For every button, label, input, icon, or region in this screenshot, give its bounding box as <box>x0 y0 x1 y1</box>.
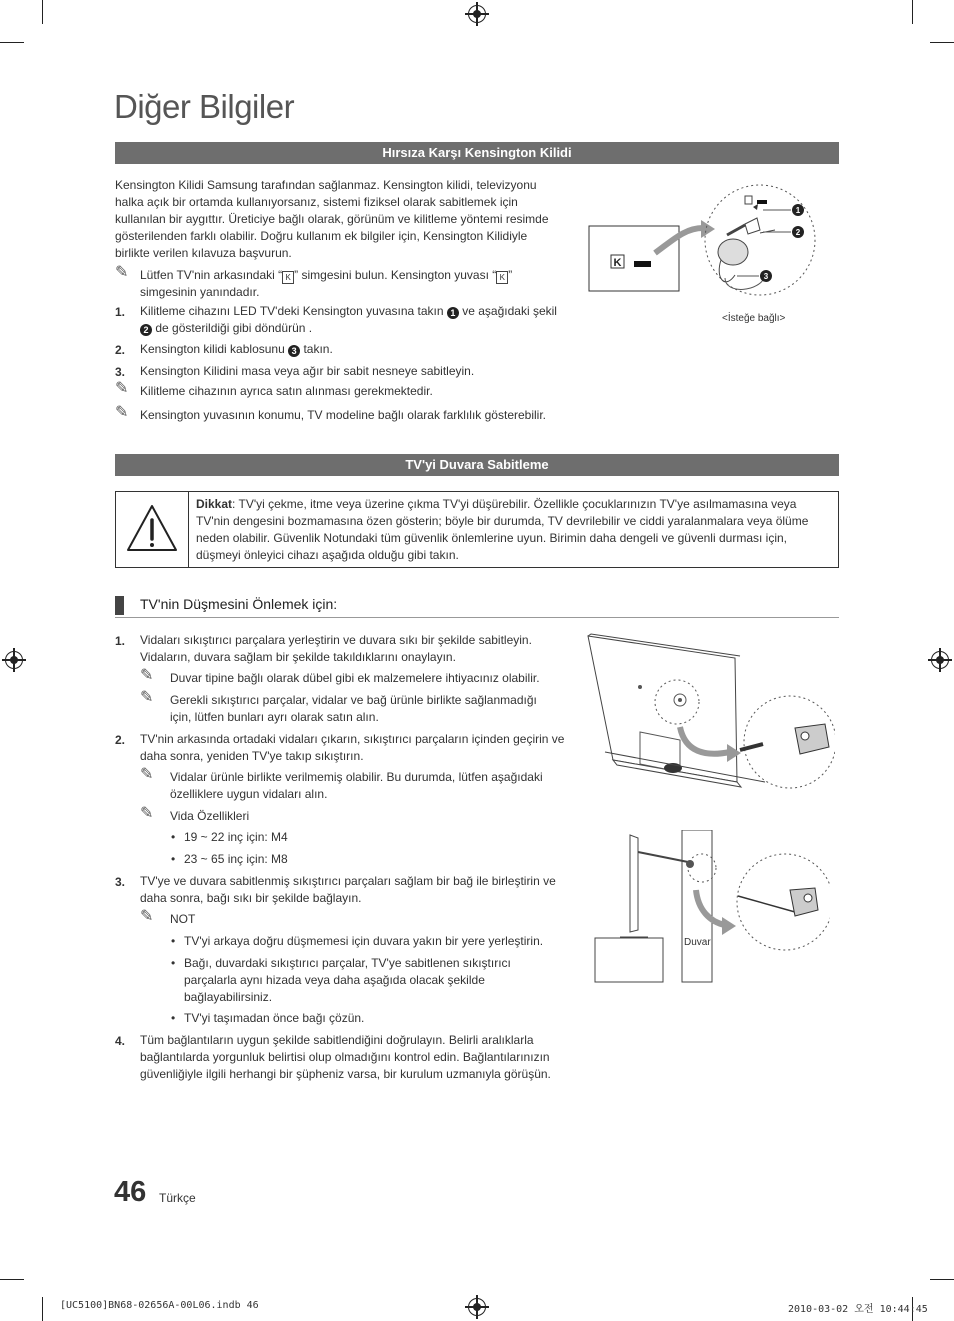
note-icon: ✎ <box>115 264 129 281</box>
note-line: Gerekli sıkıştırıcı parçalar, vidalar ve bağ ürünle birlikte sağlanmadığı <box>170 693 537 707</box>
page-title: Diğer Bilgiler <box>114 88 295 125</box>
crop-mark <box>912 0 913 24</box>
wall-step-1 <box>140 632 570 666</box>
note-purchase: Kilitleme cihazının ayrıca satın alınması gerekmektedir. <box>140 384 433 398</box>
caution-label: Dikkat <box>196 497 233 511</box>
bullet-icon: • <box>171 830 176 844</box>
warning-triangle-icon <box>116 492 188 567</box>
intro-line: gösterilenden farklı olabilir. Doğru kullanım ek bilgiler için, Kensington Kilidiyle <box>115 229 528 243</box>
note-text: simgesinin yanındadır. <box>140 285 260 299</box>
marker-3-icon: 3 <box>288 345 300 357</box>
note-icon: ✎ <box>140 908 154 925</box>
intro-line: Kensington Kilidi Samsung tarafından sağlanmaz. Kensington kilidi, televizyonu <box>115 178 537 192</box>
marker-1-icon: 1 <box>447 307 459 319</box>
step-line: Vidaların, duvara sağlam bir şekilde takıldıklarını onaylayın. <box>140 650 456 664</box>
section-heading-wall-mount: TV'yi Duvara Sabitleme <box>115 454 839 476</box>
step-number: 1. <box>115 634 126 648</box>
note-screw-spec: Vida Özellikleri <box>170 809 250 823</box>
note-slot-location: Kensington yuvasının konumu, TV modeline bağlı olarak farklılık gösterebilir. <box>140 408 546 422</box>
tip-item: TV'yi arkaya doğru düşmemesi için duvara yakın bir yere yerleştirin. <box>184 934 544 948</box>
tip-line: parçalarla aynı hizada veya daha aşağıda olacak şekilde <box>184 973 485 987</box>
crop-mark <box>930 42 954 43</box>
print-file-info: [UC5100]BN68-02656A-00L06.indb 46 <box>60 1300 259 1311</box>
caution-line: TV'nin dengesini bozmamasına özen gösterin; böyle bir durumda, TV devrilebilir ve ciddi yaralanmalara veya ölüme <box>196 514 809 528</box>
bullet-icon: • <box>171 934 176 948</box>
crop-mark <box>0 1279 24 1280</box>
marker-3-label: 3 <box>763 272 769 281</box>
step-line: güvenliğiyle ilgili herhangi bir şüpheniz varsa, bir kurulum uzmanıyla görüşün. <box>140 1067 551 1081</box>
crop-mark <box>42 0 43 24</box>
step-line: daha sonra, bağı sıkı bir şekilde bağlayın. <box>140 891 362 905</box>
intro-line: birlikte verilen kılavuza başvurun. <box>115 246 292 260</box>
registration-mark-icon <box>468 1298 486 1316</box>
step-number: 2. <box>115 343 126 357</box>
marker-1-label: 1 <box>795 206 801 215</box>
note-icon: ✎ <box>140 689 154 706</box>
note-icon: ✎ <box>115 380 129 397</box>
step-number: 4. <box>115 1034 126 1048</box>
subheading-marker <box>115 596 124 615</box>
registration-mark-icon <box>5 651 23 669</box>
caution-icon-cell <box>116 492 189 567</box>
step-number: 2. <box>115 733 126 747</box>
note-line: özelliklere uygun vidaları alın. <box>170 787 328 801</box>
kensington-symbol-icon: K <box>496 271 508 284</box>
tip-line: bağlayabilirsiniz. <box>184 990 273 1004</box>
intro-line: kullanılan bir aygıttır. Üreticiye bağlı olarak, görünüm ve kilitleme yöntemi resimde <box>115 212 549 226</box>
step-text: Kilitleme cihazını LED TV'deki Kensington yuvasına takın <box>140 304 447 318</box>
subheading-rule <box>115 617 839 618</box>
tv-back-clamp-illustration <box>585 632 835 797</box>
note-text: ” <box>508 268 513 282</box>
step-line: Tüm bağlantıların uygun şekilde sabitlendiğini doğrulayın. Belirli aralıklarla <box>140 1033 534 1047</box>
caution-line: düşmeyi önleyici cihazı aşağıda olduğu gibi takın. <box>196 548 459 562</box>
note-text: Lütfen TV'nin arkasındaki “ <box>140 268 283 282</box>
wall-step-2 <box>140 731 570 765</box>
screw-spec-item: 23 ~ 65 inç için: M8 <box>184 852 288 866</box>
caution-box <box>115 491 839 568</box>
figure-caption-optional: <İsteğe bağlı> <box>722 313 786 324</box>
bullet-icon: • <box>171 956 176 970</box>
step-line: Vidaları sıkıştırıcı parçalara yerleştirin ve duvara sıkı bir şekilde sabitleyin. <box>140 633 532 647</box>
step-line: daha sonra, yeniden TV'ye takıp sıkıştırın. <box>140 749 364 763</box>
tip-item: TV'yi taşımadan önce bağı çözün. <box>184 1011 365 1025</box>
caution-line: neden olabilir. Güvenlik Notundaki tüm güvenlik önlemlerine uyun. Birimin daha dengeli ve güvenli durması için, <box>196 531 787 545</box>
kensington-symbol-icon: K <box>282 271 294 284</box>
step-number: 1. <box>115 305 126 319</box>
crop-mark <box>930 1279 954 1280</box>
caution-line: : TV'yi çekme, itme veya üzerine çıkma TV'yi düşürebilir. Özellikle çocuklarınızın TV'ye asılmamasına veya <box>232 497 797 511</box>
step-line: TV'nin arkasında ortadaki vidaları çıkarın, sıkıştırıcı parçaların içinden geçirin ve <box>140 732 565 746</box>
step-text: takın. <box>300 342 333 356</box>
section-heading-kensington: Hırsıza Karşı Kensington Kilidi <box>115 142 839 164</box>
k-label: K <box>613 257 622 269</box>
marker-2-icon: 2 <box>140 324 152 336</box>
step-text: Kensington kilidi kablosunu <box>140 342 289 356</box>
screw-spec-item: 19 ~ 22 inç için: M4 <box>184 830 288 844</box>
tip-line: Bağı, duvardaki sıkıştırıcı parçalar, TV'ye sabitlenen sıkıştırıcı <box>184 956 511 970</box>
wall-label: Duvar <box>684 937 711 948</box>
caution-text <box>196 496 834 564</box>
note-icon: ✎ <box>140 766 154 783</box>
print-timestamp: 2010-03-02 오전 10:44:45 <box>788 1304 928 1315</box>
note-text: ” simgesini bulun. Kensington yuvası “ <box>294 268 497 282</box>
crop-mark <box>42 1297 43 1321</box>
step-line: bağlantılarda yorgunluk belirtisi olup olmadığını kontrol edin. Bağlantılarınızın <box>140 1050 550 1064</box>
step-1-text <box>140 303 580 337</box>
note-icon: ✎ <box>140 667 154 684</box>
crop-mark <box>0 42 24 43</box>
step-line: TV'ye ve duvara sabitlenmiş sıkıştırıcı parçaları sağlam bir bağ ile birleştirin ve <box>140 874 556 888</box>
intro-line: halka açık bir ortamda kullanıyorsanız, sistemi fiziksel olarak sabitlemek için <box>115 195 518 209</box>
note-icon: ✎ <box>140 805 154 822</box>
note-screws <box>170 769 570 803</box>
page-number: 46 <box>114 1176 147 1208</box>
step-text: de gösterildiği gibi döndürün . <box>152 321 313 335</box>
language-label: Türkçe <box>159 1191 196 1205</box>
note-parts-not-included <box>170 692 570 726</box>
bullet-icon: • <box>171 852 176 866</box>
step-2-text <box>140 341 580 358</box>
step-text: ve aşağıdaki şekil <box>458 304 557 318</box>
registration-mark-icon <box>931 651 949 669</box>
marker-2-label: 2 <box>795 228 801 237</box>
note-label: NOT <box>170 912 196 926</box>
step-number: 3. <box>115 875 126 889</box>
kensington-lock-illustration <box>585 180 825 330</box>
kensington-intro <box>115 177 565 262</box>
wall-step-3 <box>140 873 570 907</box>
registration-mark-icon <box>468 5 486 23</box>
tip-item <box>184 955 574 1006</box>
step-3-text: Kensington Kilidini masa veya ağır bir sabit nesneye sabitleyin. <box>140 364 475 378</box>
bullet-icon: • <box>171 1011 176 1025</box>
note-kensington-symbol <box>140 267 580 301</box>
note-anchors: Duvar tipine bağlı olarak dübel gibi ek malzemelere ihtiyacınız olabilir. <box>170 671 540 685</box>
wall-step-4 <box>140 1032 570 1083</box>
note-line: Vidalar ürünle birlikte verilmemiş olabilir. Bu durumda, lütfen aşağıdaki <box>170 770 543 784</box>
note-icon: ✎ <box>115 404 129 421</box>
subheading-prevent-falling: TV'nin Düşmesini Önlemek için: <box>140 596 338 612</box>
note-line: için, lütfen bunları ayrı olarak satın alın. <box>170 710 379 724</box>
step-number: 3. <box>115 365 126 379</box>
tv-wall-tie-illustration <box>590 830 830 985</box>
